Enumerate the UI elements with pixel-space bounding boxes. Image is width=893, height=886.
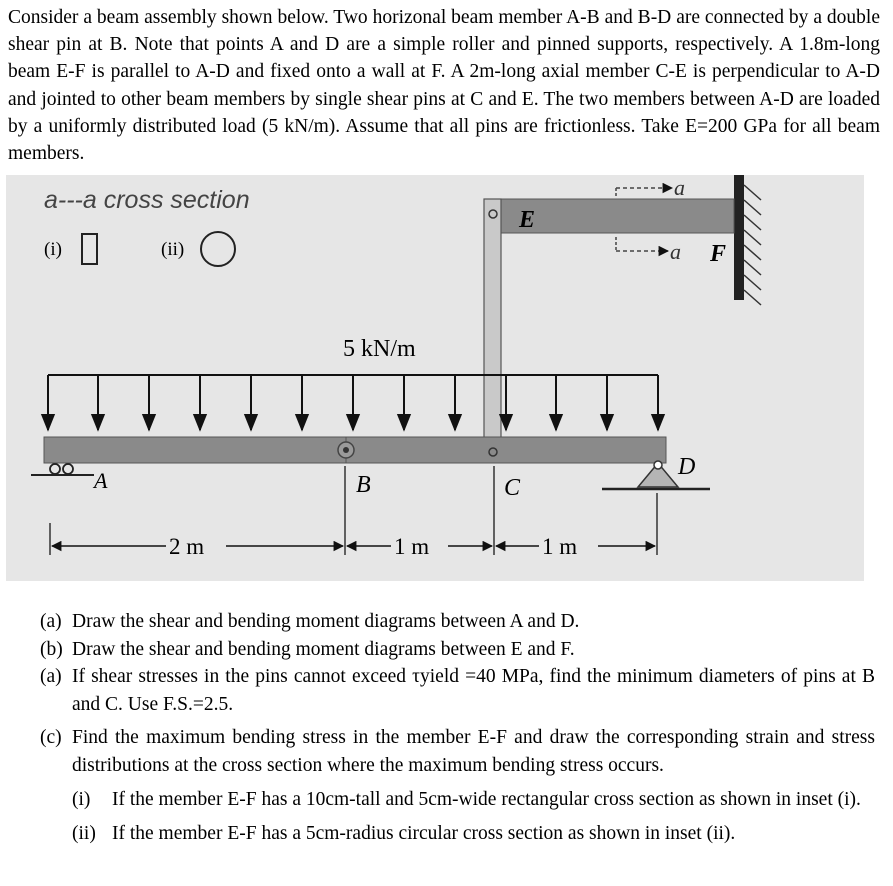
- question-ci-label: (i): [72, 789, 91, 810]
- question-c: [40, 724, 875, 779]
- label-E: E: [519, 207, 536, 233]
- label-A: A: [94, 468, 108, 493]
- label-B: B: [356, 472, 371, 498]
- question-a2-label: (a): [40, 666, 62, 687]
- label-F: F: [710, 241, 727, 267]
- question-b-text: Draw the shear and bending moment diagrams between E and F.: [72, 638, 575, 660]
- beam-BD: [346, 437, 666, 463]
- label-C: C: [504, 475, 521, 501]
- beam-AB: [44, 437, 360, 463]
- question-c-label: (c): [40, 727, 62, 748]
- pin-D: [654, 461, 662, 469]
- pin-B-center: [343, 447, 349, 453]
- question-a1-text: Draw the shear and bending moment diagrams between A and D.: [72, 611, 580, 632]
- section-title: a---a cross section: [44, 186, 250, 214]
- beam-figure-svg: [6, 175, 864, 581]
- question-c-subparts: [72, 786, 875, 847]
- question-a2: [40, 663, 875, 718]
- question-ci-text: If the member E-F has a 10cm-tall and 5cm-wide rectangular cross section as shown in inset (i).: [112, 789, 861, 810]
- inset-i-label: (i): [44, 239, 62, 260]
- beam-assembly-figure: [6, 175, 864, 581]
- question-b: [40, 636, 875, 664]
- question-a1: [40, 608, 875, 636]
- question-cii: [72, 820, 875, 848]
- dim-CD-label: 1 m: [542, 534, 578, 559]
- section-a-top-label: a: [674, 175, 685, 200]
- question-cii-label: (ii): [72, 822, 96, 844]
- question-b-label: (b): [40, 638, 63, 660]
- member-CE: [484, 199, 501, 461]
- question-ci: [72, 786, 875, 814]
- dim-BC-label: 1 m: [394, 534, 430, 559]
- question-c-text: Find the maximum bending stress in the member E-F and draw the corresponding strain and stress distributions at the cross section where the maximum bending stress occurs.: [72, 727, 875, 776]
- problem-statement: Consider a beam assembly shown below. Two horizonal beam member A-B and B-D are connected by a double shear pin at B. Note that points A and D are a simple roller and pinned supports, respectively. A 1.8m-long beam E-F is parallel to A-D and fixed onto a wall at F. A 2m-long axial member C-E is perpendicular to A-D and jointed to other beam members by single shear pins at C and E. The two members between A-D are loaded by a uniformly distributed load (5 kN/m). Assume that all pins are frictionless. Take E=200 GPa for all beam members.: [8, 7, 880, 165]
- wall: [734, 175, 744, 300]
- label-D: D: [678, 454, 696, 480]
- dim-AB-label: 2 m: [169, 534, 205, 559]
- load-label: 5 kN/m: [343, 336, 416, 362]
- question-a1-label: (a): [40, 611, 62, 632]
- question-list: [40, 608, 875, 779]
- section-a-bottom-label: a: [670, 239, 681, 264]
- question-cii-text: If the member E-F has a 5cm-radius circular cross section as shown in inset (ii).: [112, 822, 736, 844]
- inset-ii-label: (ii): [161, 239, 185, 260]
- question-a2-text: If shear stresses in the pins cannot exceed τyield =40 MPa, find the minimum diameters of pins at B and C. Use F.S.=2.5.: [72, 666, 875, 715]
